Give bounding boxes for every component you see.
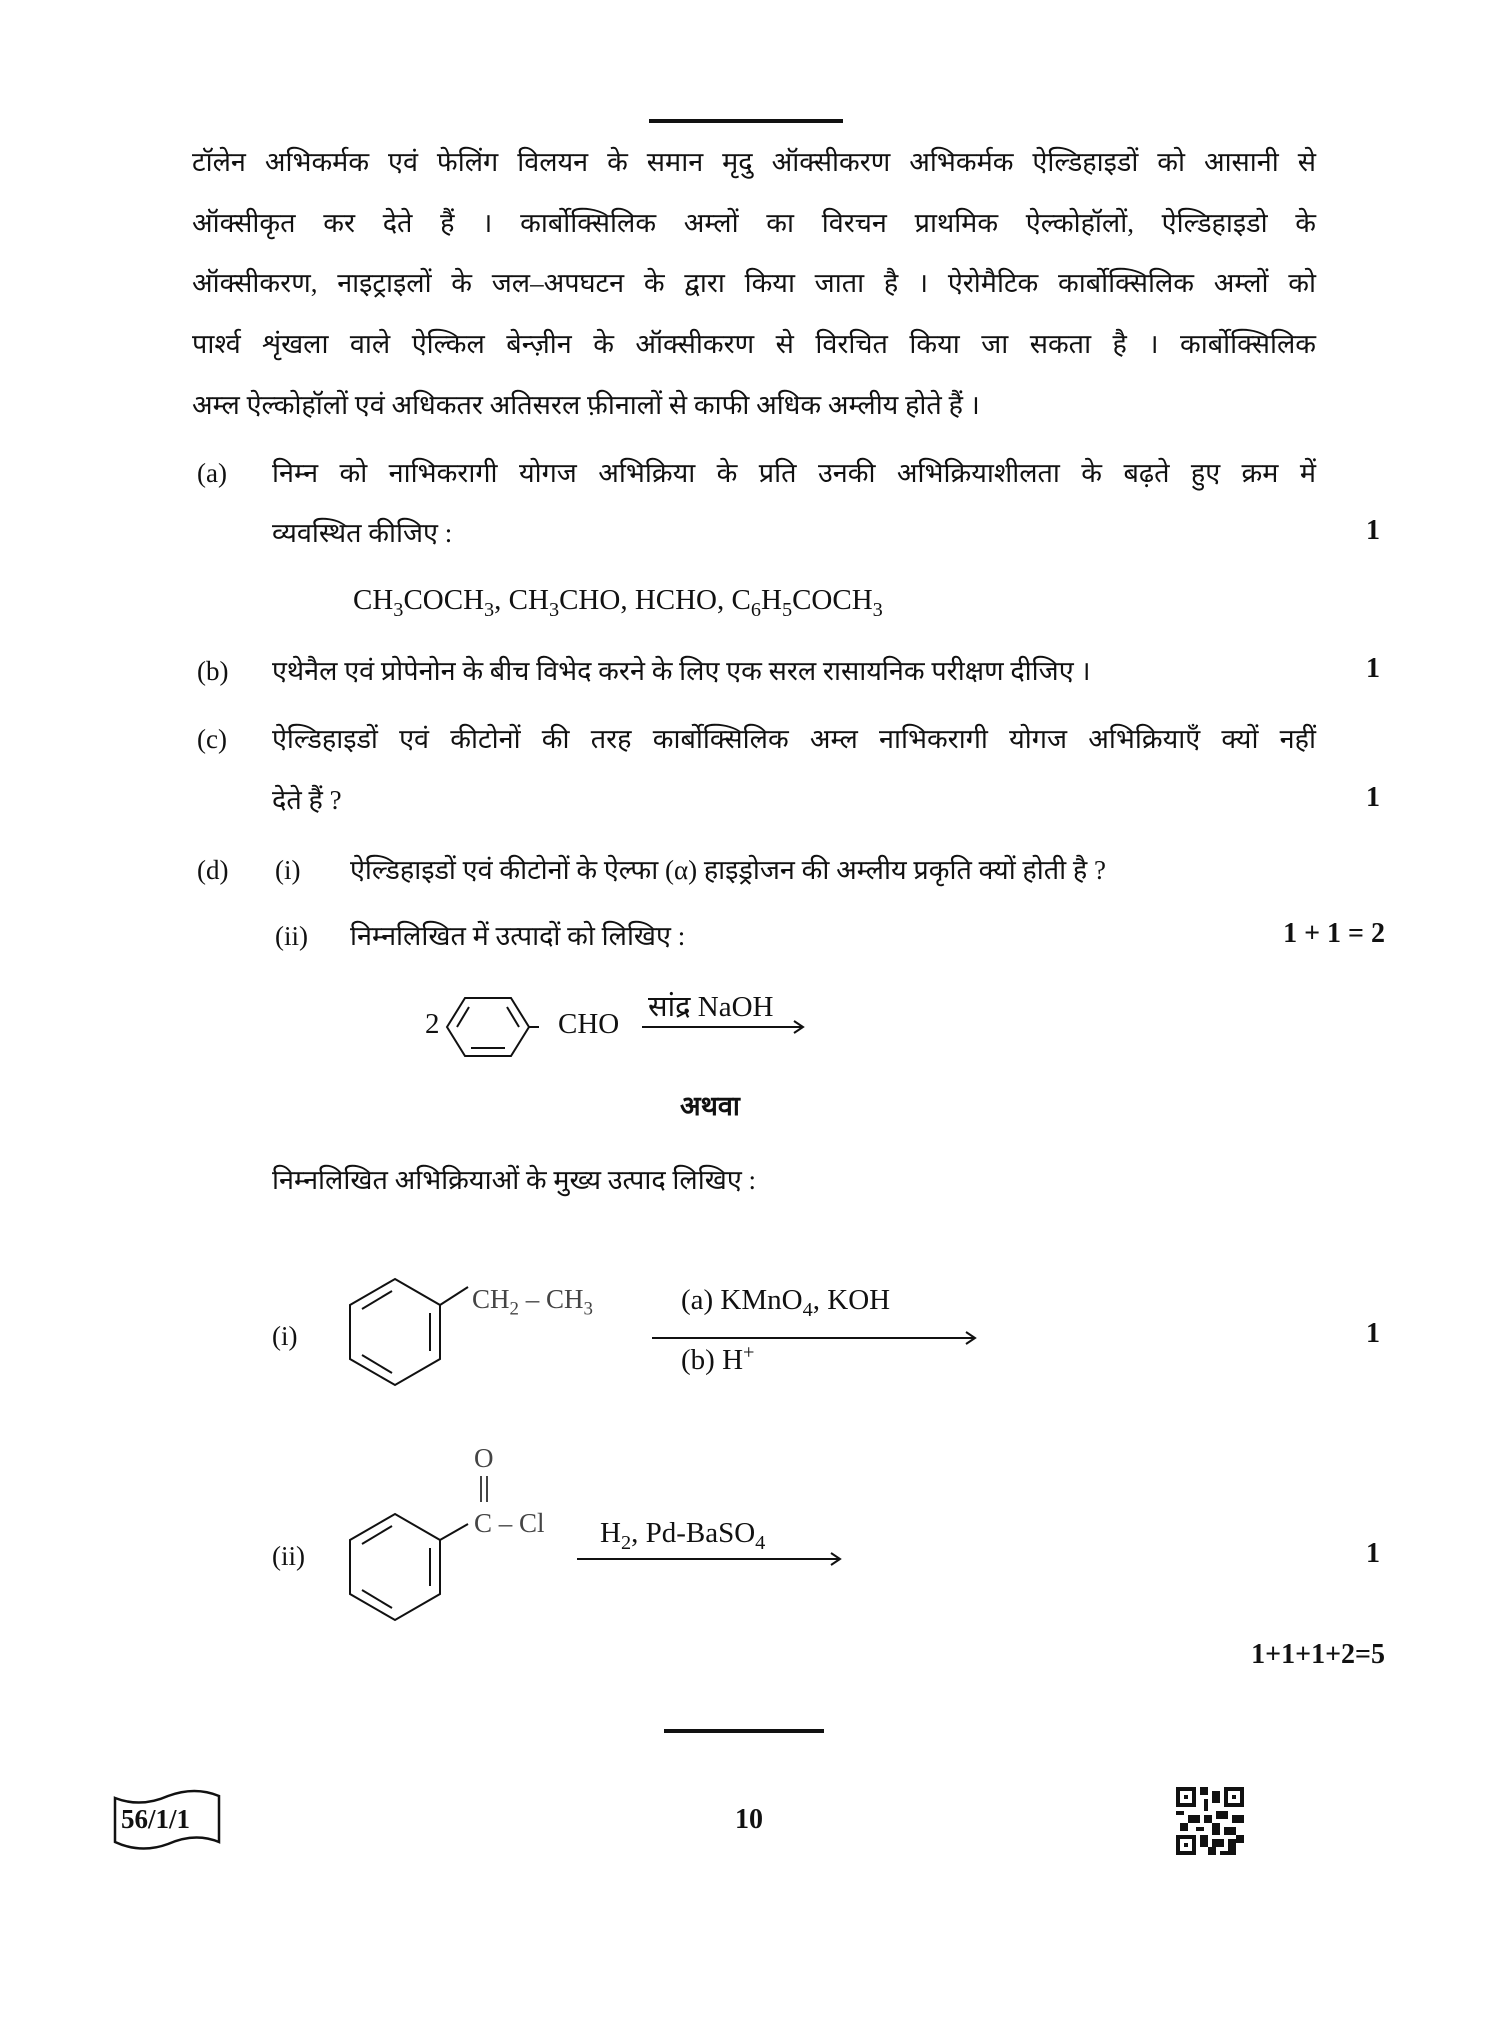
passage-line: पार्श्व शृंखला वाले ऐल्किल बेन्ज़ीन के ऑक्सीकरण से विरचित किया जा सकता है । कार्बोक्सिलिक <box>192 329 1316 359</box>
paper-code: 56/1/1 <box>121 1804 191 1834</box>
reagent-label: $H_2$, Pd-BaSO$_4$ <box>600 1517 766 1554</box>
passage-line: अम्ल ऐल्कोहॉलों एवं अधिकतर अतिसरल फ़ीनालों से काफी अधिक अम्लीय होते हैं । <box>192 390 980 420</box>
double-bond-icon <box>478 1476 490 1506</box>
question-text: एथेनैल एवं प्रोपेनोन के बीच विभेद करने के लिए एक सरल रासायनिक परीक्षण दीजिए । <box>272 656 1091 686</box>
marks: 1 <box>1366 1538 1380 1569</box>
question-text: व्यवस्थित कीजिए : <box>272 518 453 548</box>
ethyl-group: $CH_2 - CH_3$ <box>472 1284 593 1320</box>
question-label: (d) <box>197 855 229 885</box>
compound-list: $CH_3COCH_3$, $CH_3CHO$, HCHO, $C_6H_5COCH_3$ <box>353 584 883 621</box>
marks: 1 <box>1366 653 1380 684</box>
marks: 1 + 1 = 2 <box>1283 918 1385 949</box>
top-rule <box>649 119 843 123</box>
qr-code-icon <box>1176 1787 1244 1855</box>
passage-line: ऑक्सीकरण, नाइट्राइलों के जल–अपघटन के द्वारा किया जाता है । ऐरोमैटिक कार्बोक्सिलिक अम्लों को <box>192 268 1316 298</box>
marks: 1 <box>1366 1318 1380 1349</box>
sub-label: (i) <box>275 855 301 885</box>
question-label: (a) <box>197 458 227 488</box>
acyl-chloride-group: C – Cl <box>474 1508 545 1538</box>
coefficient: 2 <box>425 1008 440 1040</box>
bottom-rule <box>664 1729 824 1733</box>
passage-line: ऑक्सीकृत कर देते हैं । कार्बोक्सिलिक अम्लों का विरचन प्राथमिक ऐल्कोहॉलों, ऐल्डिहाइडो के <box>192 208 1316 238</box>
question-text: निम्न को नाभिकरागी योगज अभिक्रिया के प्रति उनकी अभिक्रियाशीलता के बढ़ते हुए क्रम में <box>272 458 1316 488</box>
question-text: निम्नलिखित में उत्पादों को लिखिए : <box>350 921 686 951</box>
page-number: 10 <box>735 1804 763 1835</box>
marks: 1 <box>1366 782 1380 813</box>
reaction-arrow-icon <box>577 1552 847 1566</box>
sub-label: (ii) <box>275 921 308 951</box>
passage-line: टॉलेन अभिकर्मक एवं फेलिंग विलयन के समान मृदु ऑक्सीकरण अभिकर्मक ऐल्डिहाइडों को आसानी से <box>192 147 1316 177</box>
reagent-label: (a) KMnO$_4$, KOH <box>681 1284 891 1321</box>
or-heading: अथवा <box>680 1091 740 1121</box>
carbonyl-oxygen: O <box>474 1443 494 1473</box>
reagent-label: (b) H+ <box>681 1341 755 1376</box>
reagent-label: सांद्र NaOH <box>648 991 774 1023</box>
sub-label: (ii) <box>272 1541 305 1571</box>
reaction-arrow-icon <box>652 1331 982 1345</box>
question-text: ऐल्डिहाइडों एवं कीटोनों के ऐल्फा (α) हाइड्रोजन की अम्लीय प्रकृति क्यों होती है ? <box>350 855 1106 885</box>
reaction-arrow-icon <box>642 1020 807 1034</box>
benzene-ring-icon <box>447 996 537 1058</box>
question-label: (b) <box>197 656 229 686</box>
benzene-ring-icon <box>350 1277 480 1389</box>
question-label: (c) <box>197 724 227 754</box>
benzene-ring-icon <box>350 1512 480 1624</box>
total-marks: 1+1+1+2=5 <box>1251 1639 1385 1670</box>
question-text: निम्नलिखित अभिक्रियाओं के मुख्य उत्पाद लिखिए : <box>272 1165 756 1195</box>
sub-label: (i) <box>272 1321 298 1351</box>
question-text: देते हैं ? <box>272 785 342 815</box>
question-text: ऐल्डिहाइडों एवं कीटोनों की तरह कार्बोक्सिलिक अम्ल नाभिकरागी योगज अभिक्रियाएँ क्यों नहीं <box>272 724 1316 754</box>
marks: 1 <box>1366 515 1380 546</box>
aldehyde-group: CHO <box>558 1008 620 1040</box>
